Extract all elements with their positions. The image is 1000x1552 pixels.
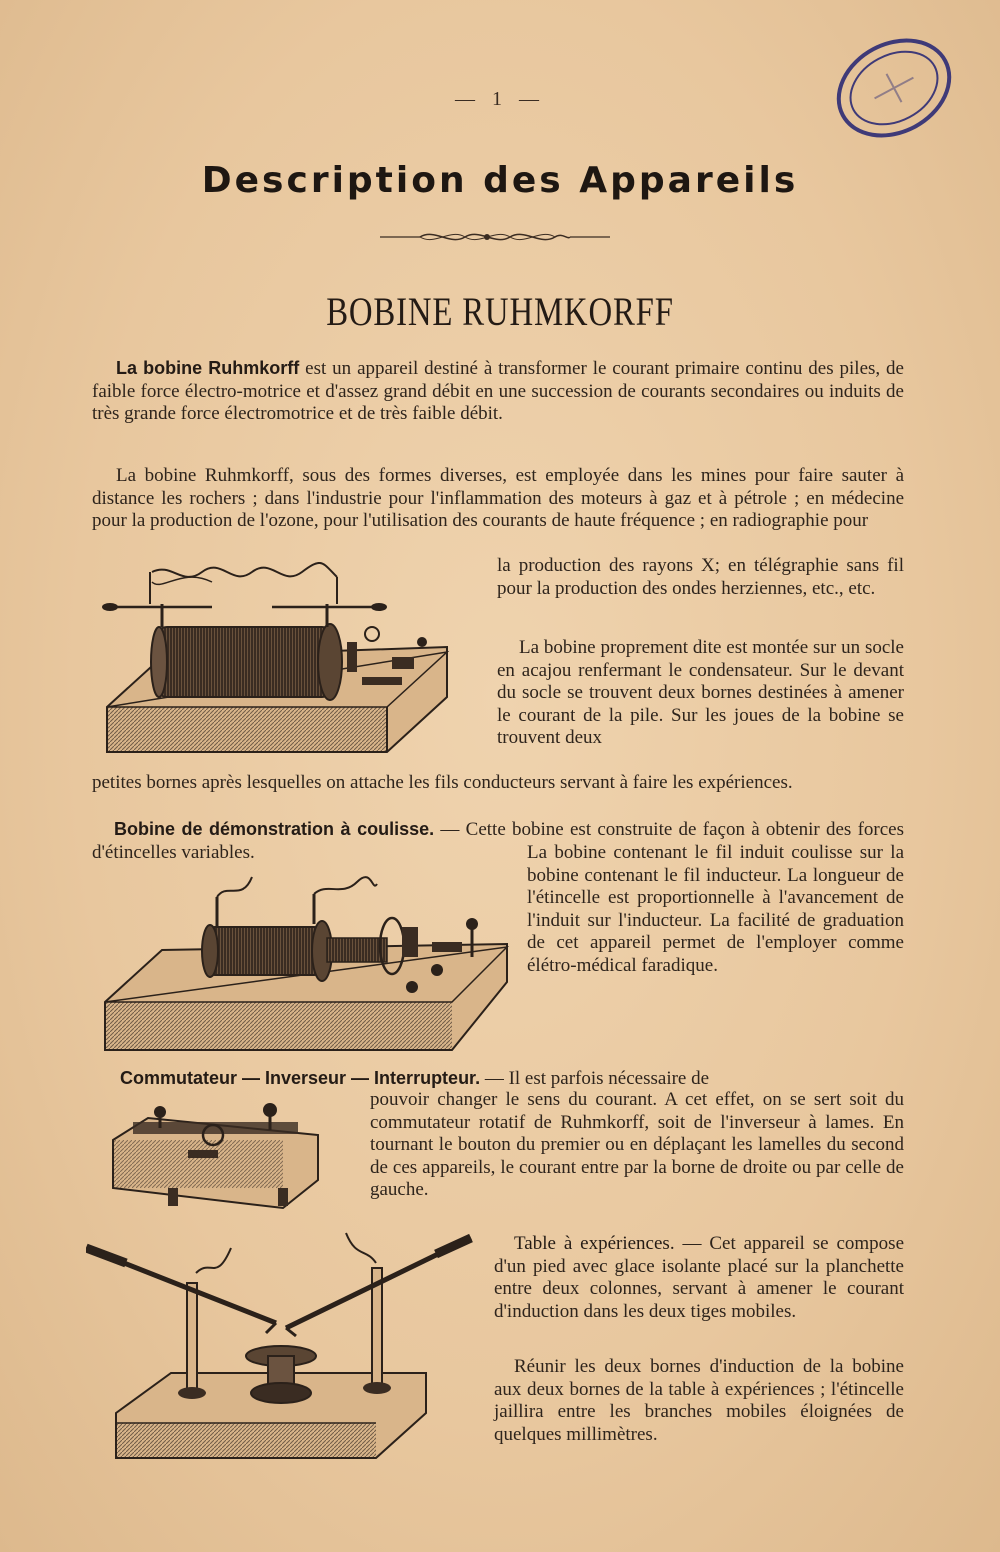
paragraph-uses	[92, 465, 904, 533]
paragraph-commutator	[92, 1067, 904, 1091]
paragraph-text: — Cette bobine est construite de façon à obtenir des forces d'étincelles variables.	[92, 819, 904, 863]
paragraph-text: La bobine contenant le fil induit coulisse sur la bobine contenant le fil inducteur. La longueur de l'étincelle est proportionnelle à l'avancement de l'induit sur l'inducteur. La facilité de graduation de cet appareil permet de l'employer comme élétro-médical faradique.	[527, 842, 904, 976]
page-heading: Description des Appareils	[201, 160, 799, 201]
sliding-coil-engraving	[102, 872, 512, 1054]
paragraph-uses-cont	[497, 555, 904, 600]
paragraph-lead: Bobine de démonstration à coulisse.	[114, 819, 435, 839]
paragraph-socle-cont	[92, 772, 904, 795]
paragraph-text: Réunir les deux bornes d'induction de la bobine aux deux bornes de la table à expériences ; l'étincelle jaillira entre les branches mobiles éloignées de quelques millimètres.	[494, 1356, 904, 1445]
paragraph-text: petites bornes après lesquelles on attache les fils conducteurs servant à faire les expériences.	[92, 772, 793, 793]
ruhmkorff-coil-engraving	[102, 562, 472, 762]
paragraph-text: La bobine proprement dite est montée sur un socle en acajou renfermant le condensateur. Sur le devant du socle se trouvent deux bornes destinées à amener le courant de la pile. Sur les joues de la bobine se trouvent deux	[497, 637, 904, 749]
paragraph-table	[494, 1233, 904, 1323]
museum-stamp	[816, 15, 972, 162]
paragraph-commutator-cont	[370, 1089, 904, 1202]
paragraph-lead: Commutateur — Inverseur — Interrupteur.	[120, 1068, 481, 1088]
paragraph-text: la production des rayons X; en télégraphie sans fil pour la production des ondes herziennes, etc., etc.	[497, 555, 904, 599]
paragraph-demonstration-cont	[527, 842, 904, 978]
paragraph-intro	[92, 357, 904, 426]
paragraph-socle	[497, 637, 904, 750]
page-number: — 1 —	[455, 88, 545, 110]
paragraph-instructions	[494, 1356, 904, 1446]
decorative-ornament	[380, 226, 610, 248]
commutator-engraving	[108, 1100, 323, 1218]
paragraph-lead: La bobine Ruhmkorff	[116, 358, 300, 378]
section-title: BOBINE RUHMKORFF	[326, 289, 674, 334]
paragraph-text: La bobine Ruhmkorff, sous des formes diverses, est employée dans les mines pour faire sauter à distance les rochers ; dans l'industrie pour l'inflammation des moteurs à gaz et à pétrole ; en médecine pour la production de l'ozone, pour l'utilisation des courants de haute fréquence ; en radiographie pour	[92, 465, 904, 532]
experiment-table-engraving	[86, 1228, 476, 1463]
paragraph-text: est un appareil destiné à transformer le courant primaire continu des piles, de faible force électro-motrice et d'assez grand débit en une succession de courants secondaires ou induits de très grande force électromotrice et de très faible débit.	[92, 358, 904, 425]
paragraph-text: — Il est parfois nécessaire de	[480, 1068, 710, 1089]
paragraph-text: pouvoir changer le sens du courant. A cet effet, on se sert soit du commutateur rotatif de Ruhmkorff, soit de l'inverseur à lames. En tournant le bouton du premier ou en déplaçant les lamelles du second de ces appareils, le courant entre par la borne de droite ou par celle de gauche.	[370, 1089, 904, 1201]
paragraph-text: — Cet appareil se compose d'un pied avec glace isolante placé sur la planchette entre deux colonnes, servant à amener le courant d'induction dans les deux tiges mobiles.	[494, 1233, 904, 1322]
paragraph-lead: Table à expériences.	[514, 1233, 675, 1254]
